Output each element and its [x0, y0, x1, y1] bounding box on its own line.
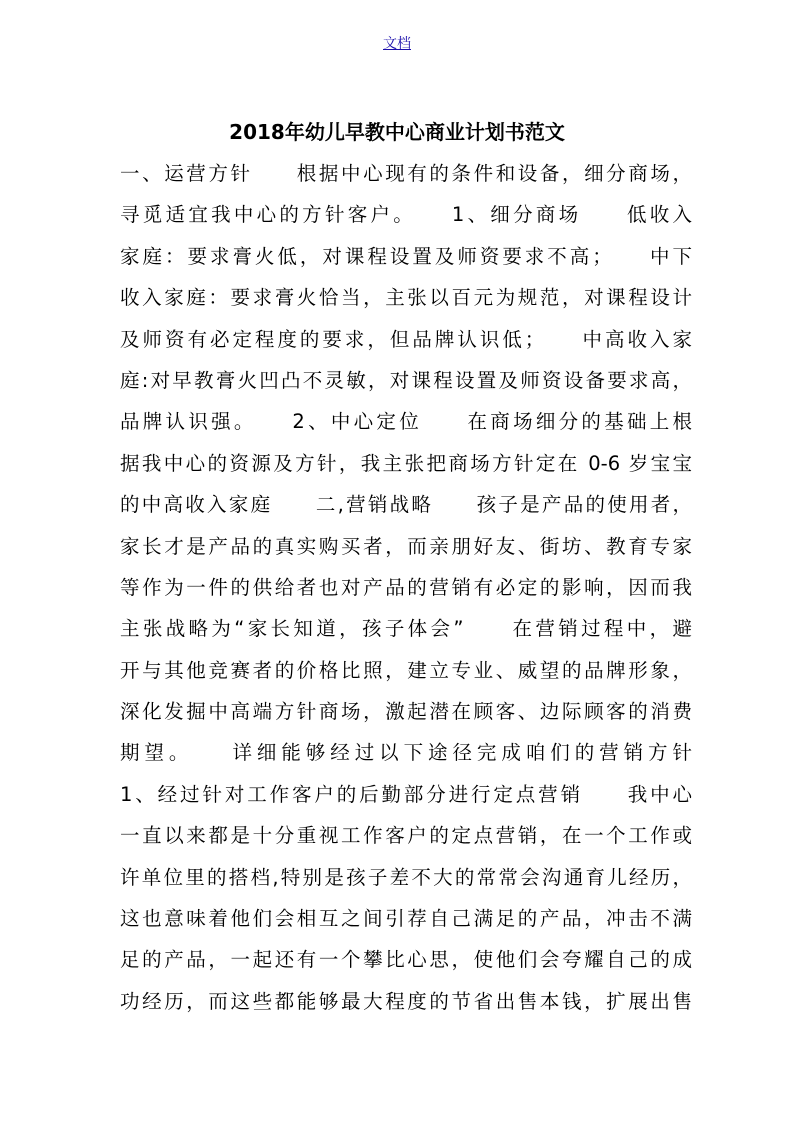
- document-body: [120, 153, 692, 1022]
- paragraph-line: 这也意味着他们会相互之间引荐自己满足的产品，冲击不满: [120, 907, 692, 931]
- paragraph-line: 据我中心的资源及方针，我主张把商场方针定在 0-6 岁宝宝: [120, 451, 692, 475]
- paragraph-line: 许单位里的搭档,特别是孩子差不大的常常会沟通育儿经历，: [120, 865, 692, 889]
- paragraph-line: 功经历，而这些都能够最大程度的节省出售本钱，扩展出售: [120, 989, 692, 1013]
- paragraph-line: 深化发掘中高端方针商场，激起潜在顾客、边际顾客的消费: [120, 700, 692, 724]
- document-title: 2018年幼儿早教中心商业计划书范文: [229, 120, 565, 145]
- document-link[interactable]: 文档: [383, 36, 411, 52]
- paragraph-line: 的中高收入家庭 二,营销战略 孩子是产品的使用者，: [120, 493, 692, 517]
- paragraph-line: 庭:对早教膏火凹凸不灵敏，对课程设置及师资设备要求高，: [120, 368, 692, 392]
- paragraph-line: 开与其他竞赛者的价格比照，建立专业、威望的品牌形象，: [120, 658, 692, 682]
- paragraph-line: 寻觅适宜我中心的方针客户。 1、细分商场 低收入: [120, 203, 692, 227]
- paragraph-line: 足的产品，一起还有一个攀比心思，使他们会夸耀自己的成: [120, 948, 692, 972]
- paragraph-line: 一、运营方针 根据中心现有的条件和设备，细分商场，: [120, 162, 692, 185]
- paragraph-line: 品牌认识强。 2、中心定位 在商场细分的基础上根: [120, 410, 692, 434]
- paragraph-line: 1、经过针对工作客户的后勤部分进行定点营销 我中心: [120, 782, 692, 806]
- paragraph-line: 家庭：要求膏火低，对课程设置及师资要求不高； 中下: [120, 244, 692, 268]
- paragraph-line: 期望。 详细能够经过以下途径完成咱们的营销方针: [120, 741, 692, 765]
- paragraph-line: 收入家庭：要求膏火恰当，主张以百元为规范，对课程设计: [120, 286, 692, 310]
- paragraph-line: 主张战略为“家长知道，孩子体会” 在营销过程中，避: [120, 617, 692, 641]
- page-header: [0, 34, 794, 54]
- paragraph-line: 家长才是产品的真实购买者，而亲朋好友、街坊、教育专家: [120, 534, 692, 558]
- paragraph-line: 一直以来都是十分重视工作客户的定点营销，在一个工作或: [120, 824, 692, 848]
- paragraph-line: 等作为一件的供给者也对产品的营销有必定的影响，因而我: [120, 575, 692, 599]
- paragraph-line: 及师资有必定程度的要求，但品牌认识低； 中高收入家: [120, 327, 692, 351]
